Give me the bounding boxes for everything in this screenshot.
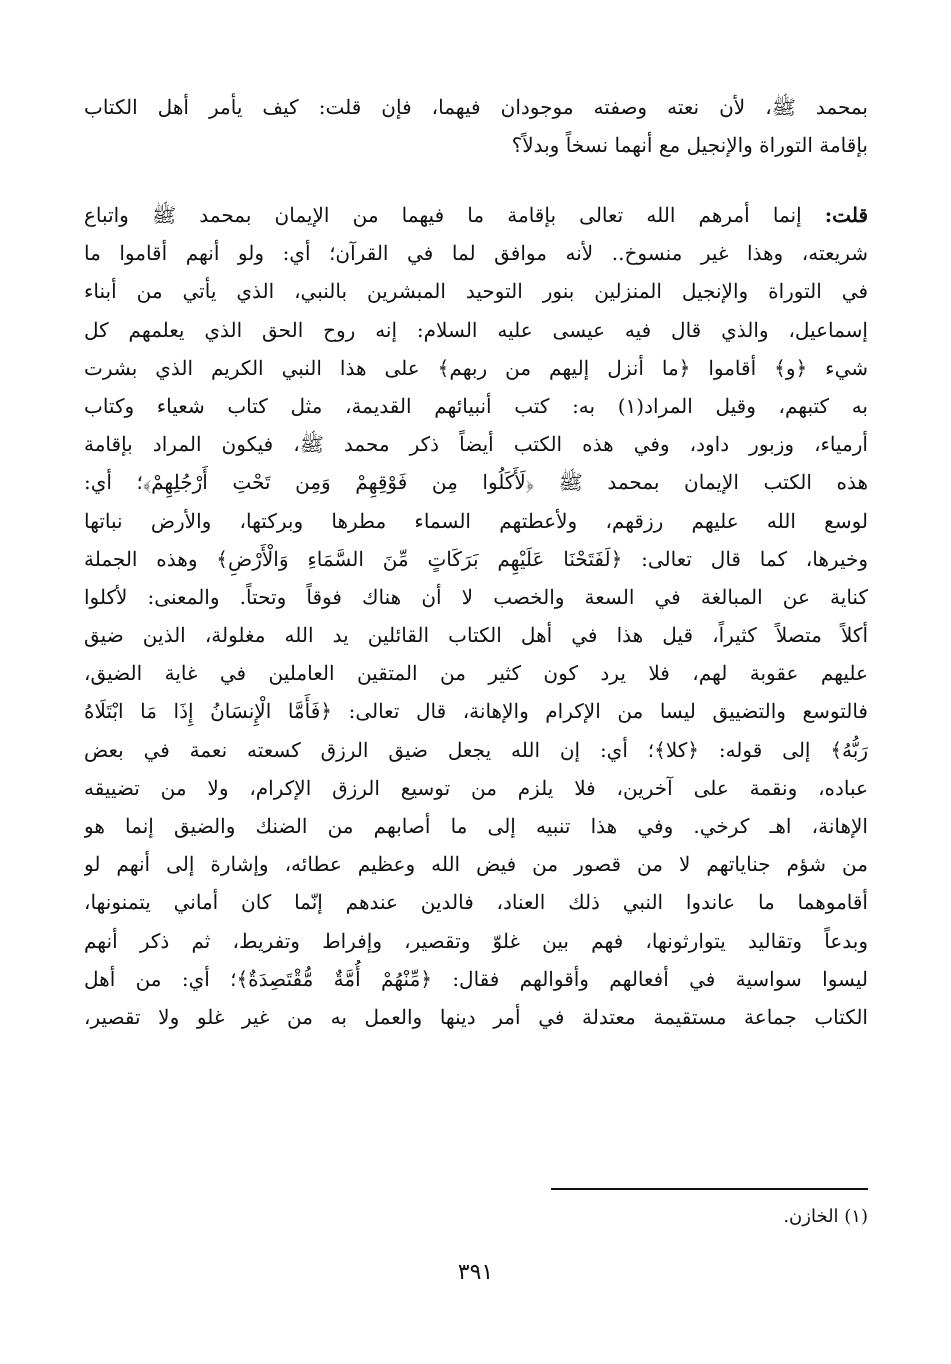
text-line: عباده، ونقمة على آخرين، فلا يلزم من توسيع الرزق الإكرام، ولا من تضييقه [84, 775, 868, 800]
paragraph-lead-word: قلت: [824, 203, 868, 227]
text-line: فالتوسع والتضييق ليسا من الإكرام والإهانة، قال تعالى: ﴿فَأَمَّا الْإِنسَانُ إِذَا مَا ابْتَلَاهُ [84, 699, 868, 724]
intro-paragraph [84, 88, 868, 164]
text-line: كناية عن المبالغة في السعة والخصب لا أن هناك فوقاً وتحتاً. والمعنى: لأكلوا [84, 584, 868, 609]
text-line-content: إنما أمرهم الله تعالى بإقامة ما فيهما من الإيمان بمحمد ﷺ واتباع [84, 203, 802, 227]
text-line: لوسع الله عليهم رزقهم، ولأعطتهم السماء مطرها وبركتها، والأرض نباتها [84, 508, 868, 533]
text-line: بإقامة التوراة والإنجيل مع أنهما نسخاً وبدلاً؟ [511, 133, 868, 158]
text-line: الكتاب جماعة مستقيمة معتدلة في أمر دينها والعمل به من غير غلو ولا تقصير، [84, 1004, 868, 1029]
text-line: الإهانة، اهـ كرخي. وفي هذا تنبيه إلى ما أصابهم من الضنك والضيق إنما هو [84, 814, 868, 838]
text-line: إسماعيل، والذي قال فيه عيسى عليه السلام: إنه روح الحق الذي يعلمهم كل [84, 317, 868, 342]
text-line: أقاموهما ما عاندوا النبي ذلك العناد، فالدين عندهم إنّما كان أماني يتمنونها، [84, 890, 868, 915]
text-line: شيء ﴿و﴾ أقاموا ﴿ما أنزل إليهم من ربهم﴾ على هذا النبي الكريم الذي بشرت [84, 355, 868, 380]
text-line-first [84, 196, 868, 234]
page-number: ٣٩١ [457, 1260, 494, 1285]
main-paragraph [84, 196, 868, 1036]
footnote: (١) الخازن. [783, 1206, 868, 1227]
text-line: رَبُّهُ﴾ إلى قوله: ﴿كلا﴾؛ أي: إن الله يجعل ضيق الرزق كسعته نعمة في بعض [84, 737, 868, 762]
text-line: شريعته، وهذا غير منسوخ.. لأنه موافق لما في القرآن؛ أي: ولو أنهم أقاموا ما [84, 241, 868, 266]
text-line: أكلاً متصلاً كثيراً، قيل هذا في أهل الكتاب القائلين يد الله مغلولة، الذين ضيق [84, 623, 868, 648]
text-line: أرمياء، وزبور داود، وفي هذه الكتب أيضاً ذكر محمد ﷺ، فيكون المراد بإقامة [84, 432, 868, 457]
text-line: وبدعاً وتقاليد يتوارثونها، فهم بين غلوّ وتقصير، وإفراط وتفريط، ثم ذكر أنهم [84, 928, 868, 953]
text-line: هذه الكتب الإيمان بمحمد ﷺ ﴿لَأَكَلُوا مِن فَوْقِهِمْ وَمِن تَحْتِ أَرْجُلِهِمْ﴾؛ أي: [84, 470, 868, 495]
text-line: ليسوا سواسية في أفعالهم وأقوالهم فقال: ﴿مِّنْهُمْ أُمَّةٌ مُّقْتَصِدَةٌ﴾؛ أي: من أهل [84, 966, 868, 991]
text-line: به كتبهم، وقيل المراد(١) به: كتب أنبيائهم القديمة، مثل كتاب شعياء وكتاب [84, 393, 868, 418]
footnote-divider [551, 1188, 868, 1190]
text-line: عليهم عقوبة لهم، فلا يرد كون كثير من المتقين العاملين في غاية الضيق، [84, 661, 868, 686]
text-line: من شؤم جناياتهم لا من قصور من فيض الله وعظيم عطائه، وإشارة إلى أنهم لو [84, 852, 868, 877]
text-line: وخيرها، كما قال تعالى: ﴿لَفَتَحْنَا عَلَيْهِم بَرَكَاتٍ مِّنَ السَّمَاءِ وَالْأَرْضِ﴾ وهذه الجملة [84, 546, 868, 571]
text-line: بمحمد ﷺ، لأن نعته وصفته موجودان فيهما، فإن قلت: كيف يأمر أهل الكتاب [84, 95, 868, 119]
text-line: في التوراة والإنجيل المنزلين بنور التوحيد المبشرين بالنبي، الذي يأتي من أبناء [84, 279, 868, 304]
